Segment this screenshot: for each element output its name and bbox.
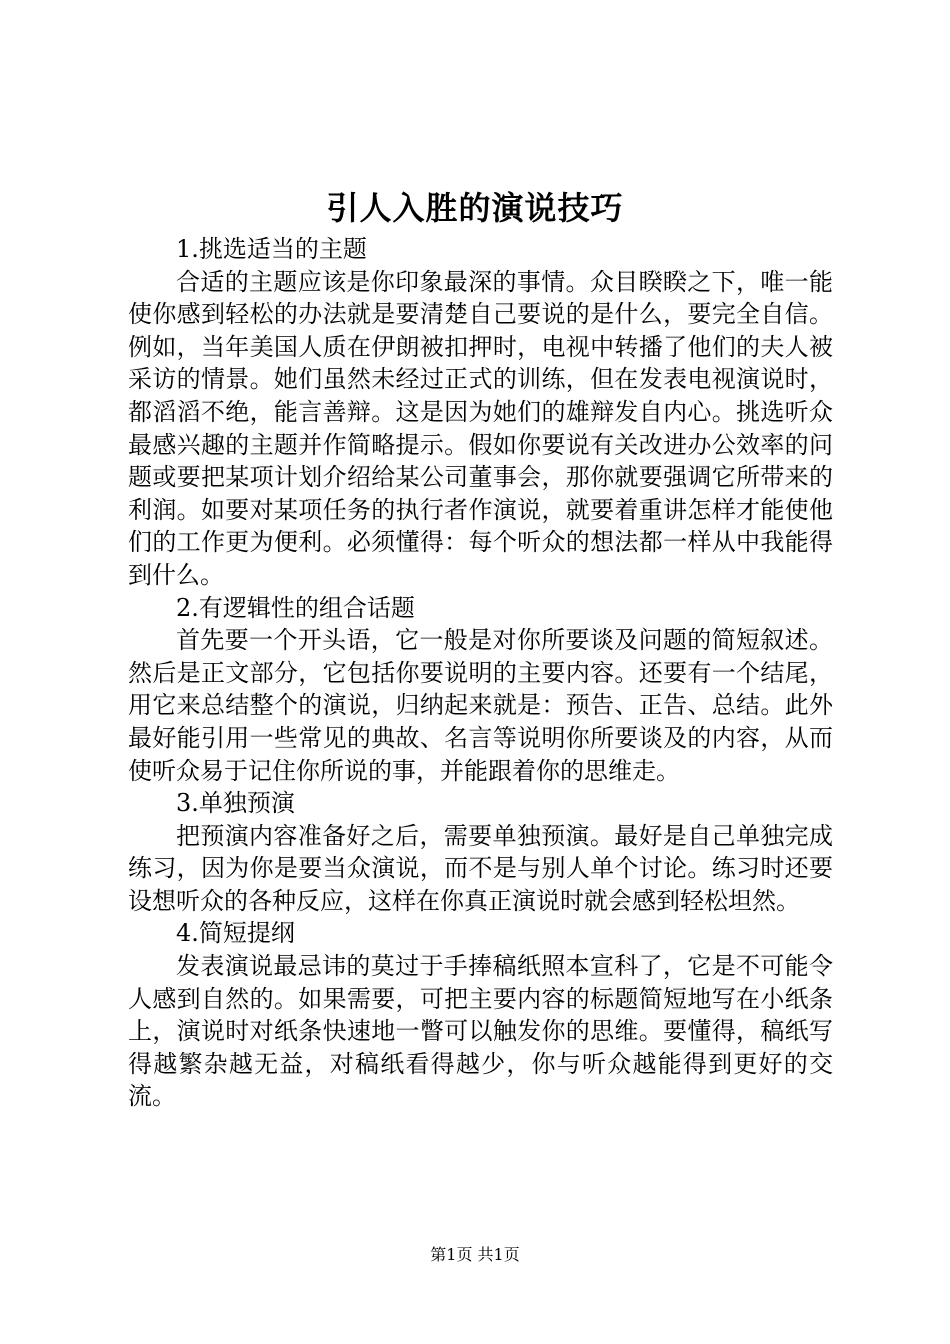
section-heading-3: 3.单独预演 [176,789,295,818]
document-body [128,233,833,1113]
section-paragraph-3: 把预演内容准备好之后，需要单独预演。最好是自己单独完成练习，因为你是要当众演说，而不是与别人单个讨论。练习时还要设想听众的各种反应，这样在你真正演说时就会感到轻松坦然。 [128,821,833,915]
section-heading-4: 4.简短提纲 [176,919,295,948]
section-paragraph-1: 合适的主题应该是你印象最深的事情。众目睽睽之下，唯一能使你感到轻松的办法就是要清楚自己要说的是什么，要完全自信。例如，当年美国人质在伊朗被扣押时，电视中转播了他们的夫人被采访的情景。她们虽然未经过正式的训练，但在发表电视演说时，都滔滔不绝，能言善辩。这是因为她们的雄辩发自内心。挑选听众最感兴趣的主题并作简略提示。假如你要说有关改进办公效率的问题或要把某项计划介绍给某公司董事会，那你就要强调它所带来的利润。如要对某项任务的执行者作演说，就要着重讲怎样才能使他们的工作更为便利。必须懂得：每个听众的想法都一样从中我能得到什么。 [128,267,833,589]
section-paragraph-2: 首先要一个开头语，它一般是对你所要谈及问题的简短叙述。然后是正文部分，它包括你要说明的主要内容。还要有一个结尾，用它来总结整个的演说，归纳起来就是：预告、正告、总结。此外最好能引用一些常见的典故、名言等说明你所要谈及的内容，从而使听众易于记住你所说的事，并能跟着你的思维走。 [128,626,833,785]
document-title: 引人入胜的演说技巧 [326,189,624,227]
page-number-footer: 第1页 共1页 [430,1245,520,1264]
section-heading-2: 2.有逻辑性的组合话题 [176,593,415,622]
section-heading-1: 1.挑选适当的主题 [176,235,367,263]
section-paragraph-4: 发表演说最忌讳的莫过于手捧稿纸照本宣科了，它是不可能令人感到自然的。如果需要，可把主要内容的标题简短地写在小纸条上，演说时对纸条快速地一瞥可以触发你的思维。要懂得，稿纸写得越繁杂越无益，对稿纸看得越少，你与听众越能得到更好的交流。 [128,952,833,1111]
